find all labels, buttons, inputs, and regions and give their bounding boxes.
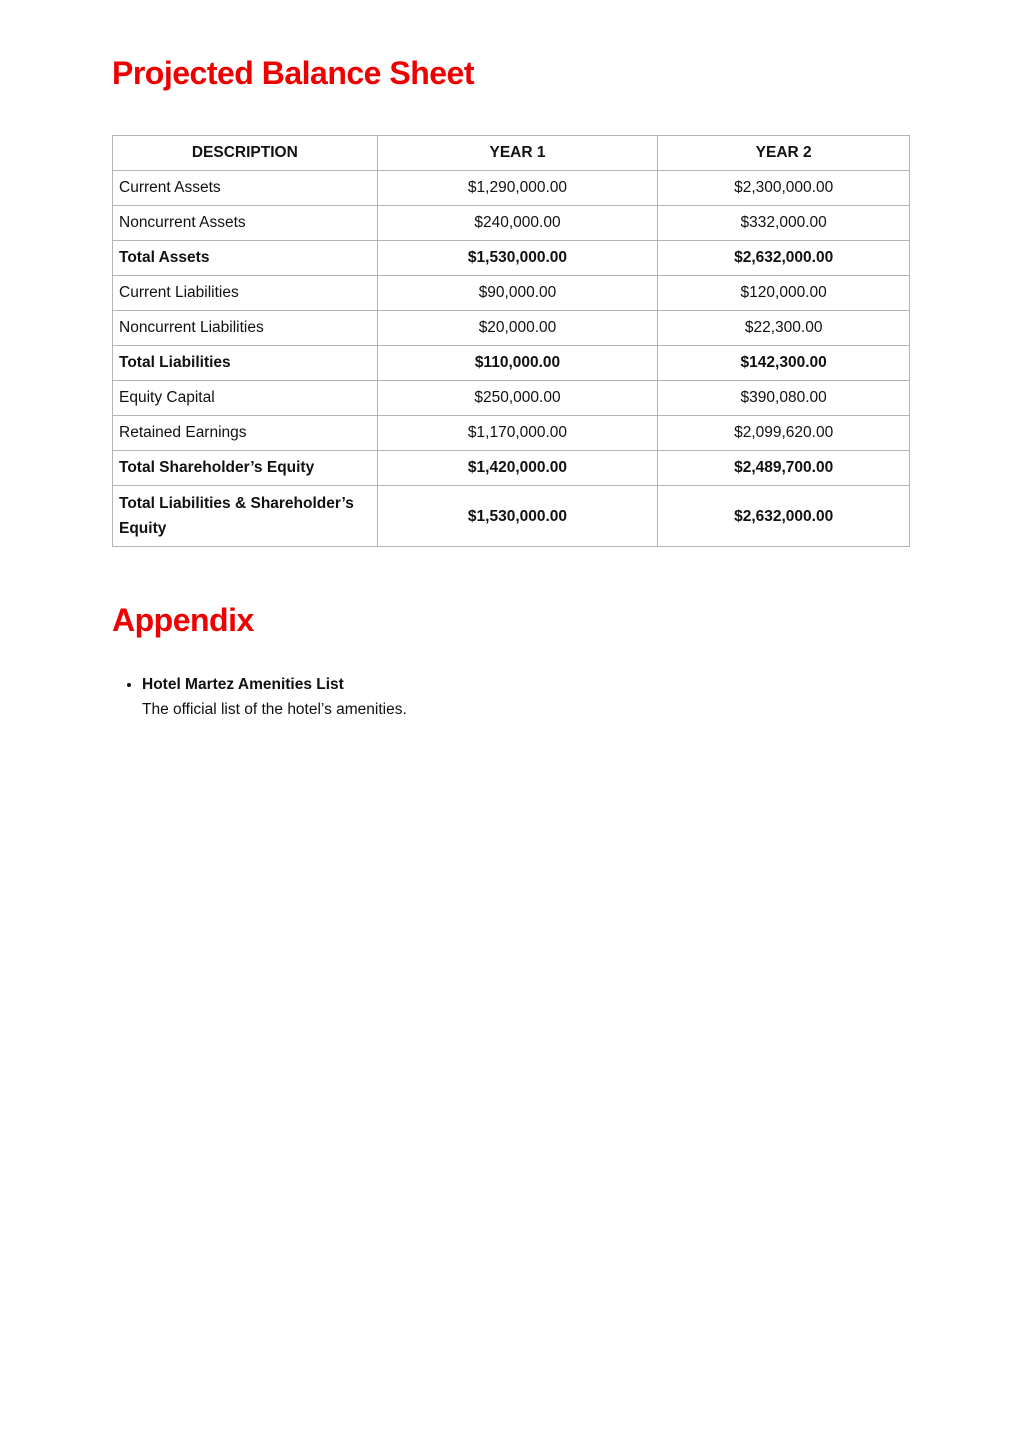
table-row (113, 381, 910, 416)
row-description: Total Assets (113, 241, 378, 276)
header-description: DESCRIPTION (113, 136, 378, 171)
page-title: Projected Balance Sheet (112, 55, 474, 91)
row-description: Total Liabilities & Shareholder’s Equity (113, 486, 378, 547)
table-row (113, 486, 910, 547)
list-item (142, 672, 407, 722)
row-description: Total Liabilities (113, 346, 378, 381)
row-year-2: $22,300.00 (658, 311, 910, 346)
row-year-2: $142,300.00 (658, 346, 910, 381)
row-year-1: $90,000.00 (377, 276, 658, 311)
table-row (113, 171, 910, 206)
row-year-2: $2,632,000.00 (658, 486, 910, 547)
row-year-2: $2,099,620.00 (658, 416, 910, 451)
row-year-1: $1,420,000.00 (377, 451, 658, 486)
row-year-1: $20,000.00 (377, 311, 658, 346)
row-description: Equity Capital (113, 381, 378, 416)
row-description: Current Liabilities (113, 276, 378, 311)
table-row (113, 206, 910, 241)
row-description: Noncurrent Assets (113, 206, 378, 241)
header-year-2: YEAR 2 (658, 136, 910, 171)
table-row (113, 311, 910, 346)
row-description: Noncurrent Liabilities (113, 311, 378, 346)
row-year-1: $240,000.00 (377, 206, 658, 241)
row-year-1: $1,530,000.00 (377, 486, 658, 547)
row-year-1: $110,000.00 (377, 346, 658, 381)
row-year-2: $120,000.00 (658, 276, 910, 311)
row-year-1: $1,170,000.00 (377, 416, 658, 451)
row-description: Current Assets (113, 171, 378, 206)
row-year-2: $2,300,000.00 (658, 171, 910, 206)
row-year-1: $1,290,000.00 (377, 171, 658, 206)
appendix-heading: Appendix (112, 602, 254, 638)
table-header-row (113, 136, 910, 171)
row-year-2: $332,000.00 (658, 206, 910, 241)
row-description: Total Shareholder’s Equity (113, 451, 378, 486)
row-year-2: $2,489,700.00 (658, 451, 910, 486)
row-year-1: $250,000.00 (377, 381, 658, 416)
appendix-item-title: • Hotel Martez Amenities List (142, 676, 344, 693)
row-year-1: $1,530,000.00 (377, 241, 658, 276)
table-row (113, 276, 910, 311)
table-row (113, 451, 910, 486)
table-row (113, 241, 910, 276)
table-row (113, 346, 910, 381)
balance-sheet-table (112, 135, 910, 547)
table-row (113, 416, 910, 451)
row-year-2: $2,632,000.00 (658, 241, 910, 276)
row-year-2: $390,080.00 (658, 381, 910, 416)
header-year-1: YEAR 1 (377, 136, 658, 171)
appendix-list (112, 672, 407, 722)
row-description: Retained Earnings (113, 416, 378, 451)
appendix-item-description: The official list of the hotel’s amenities. (142, 701, 407, 718)
